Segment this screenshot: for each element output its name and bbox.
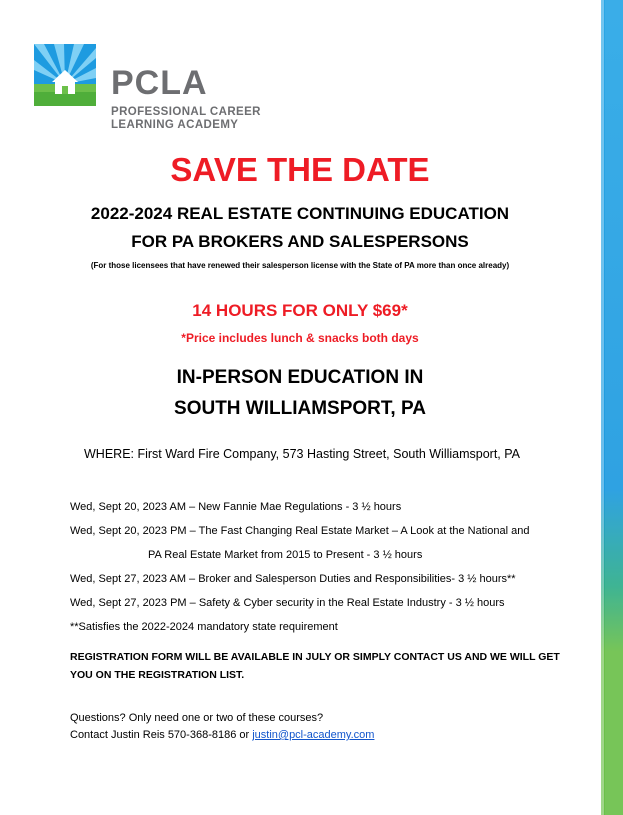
house-sunburst-icon: [34, 44, 96, 106]
logo-tagline-line-2: LEARNING ACADEMY: [111, 119, 239, 131]
schedule-item: Wed, Sept 27, 2023 PM – Safety & Cyber security in the Real Estate Industry - 3 ½ hours: [70, 597, 505, 609]
logo-wordmark: PCLA: [111, 64, 208, 102]
logo-tagline-line-1: PROFESSIONAL CAREER: [111, 106, 261, 118]
eligibility-note: (For those licensees that have renewed their salesperson license with the State of PA more than once already): [90, 261, 510, 270]
format-line-1: IN-PERSON EDUCATION IN: [176, 367, 424, 388]
contact-email-link[interactable]: justin@pcl-academy.com: [252, 729, 375, 741]
registration-notice-line-1: REGISTRATION FORM WILL BE AVAILABLE IN JULY OR SIMPLY CONTACT US AND WE WILL GET: [70, 651, 560, 663]
headline: SAVE THE DATE: [170, 151, 430, 188]
price-note: *Price includes lunch & snacks both days: [181, 331, 419, 345]
subtitle-line-2: FOR PA BROKERS AND SALESPERSONS: [131, 232, 469, 251]
venue-address: WHERE: First Ward Fire Company, 573 Hasting Street, South Williamsport, PA: [84, 447, 521, 461]
contact-text: Contact Justin Reis 570-368-8186 or: [70, 729, 253, 741]
schedule-item: Wed, Sept 20, 2023 AM – New Fannie Mae Regulations - 3 ½ hours: [70, 501, 402, 513]
questions-text: Questions? Only need one or two of these courses?: [70, 712, 324, 724]
schedule-item-continuation: PA Real Estate Market from 2015 to Present - 3 ½ hours: [148, 549, 423, 561]
format-line-2: SOUTH WILLIAMSPORT, PA: [174, 398, 426, 419]
registration-notice-line-2: YOU ON THE REGISTRATION LIST.: [70, 669, 245, 681]
schedule-item: Wed, Sept 20, 2023 PM – The Fast Changing Real Estate Market – A Look at the National and: [70, 525, 530, 537]
price-banner: 14 HOURS FOR ONLY $69*: [192, 301, 408, 320]
subtitle-line-1: 2022-2024 REAL ESTATE CONTINUING EDUCATION: [90, 204, 510, 223]
schedule-item: Wed, Sept 27, 2023 AM – Broker and Salesperson Duties and Responsibilities- 3 ½ hours**: [70, 573, 516, 585]
requirement-footnote: **Satisfies the 2022-2024 mandatory state requirement: [70, 621, 338, 633]
contact-line: [70, 728, 374, 742]
